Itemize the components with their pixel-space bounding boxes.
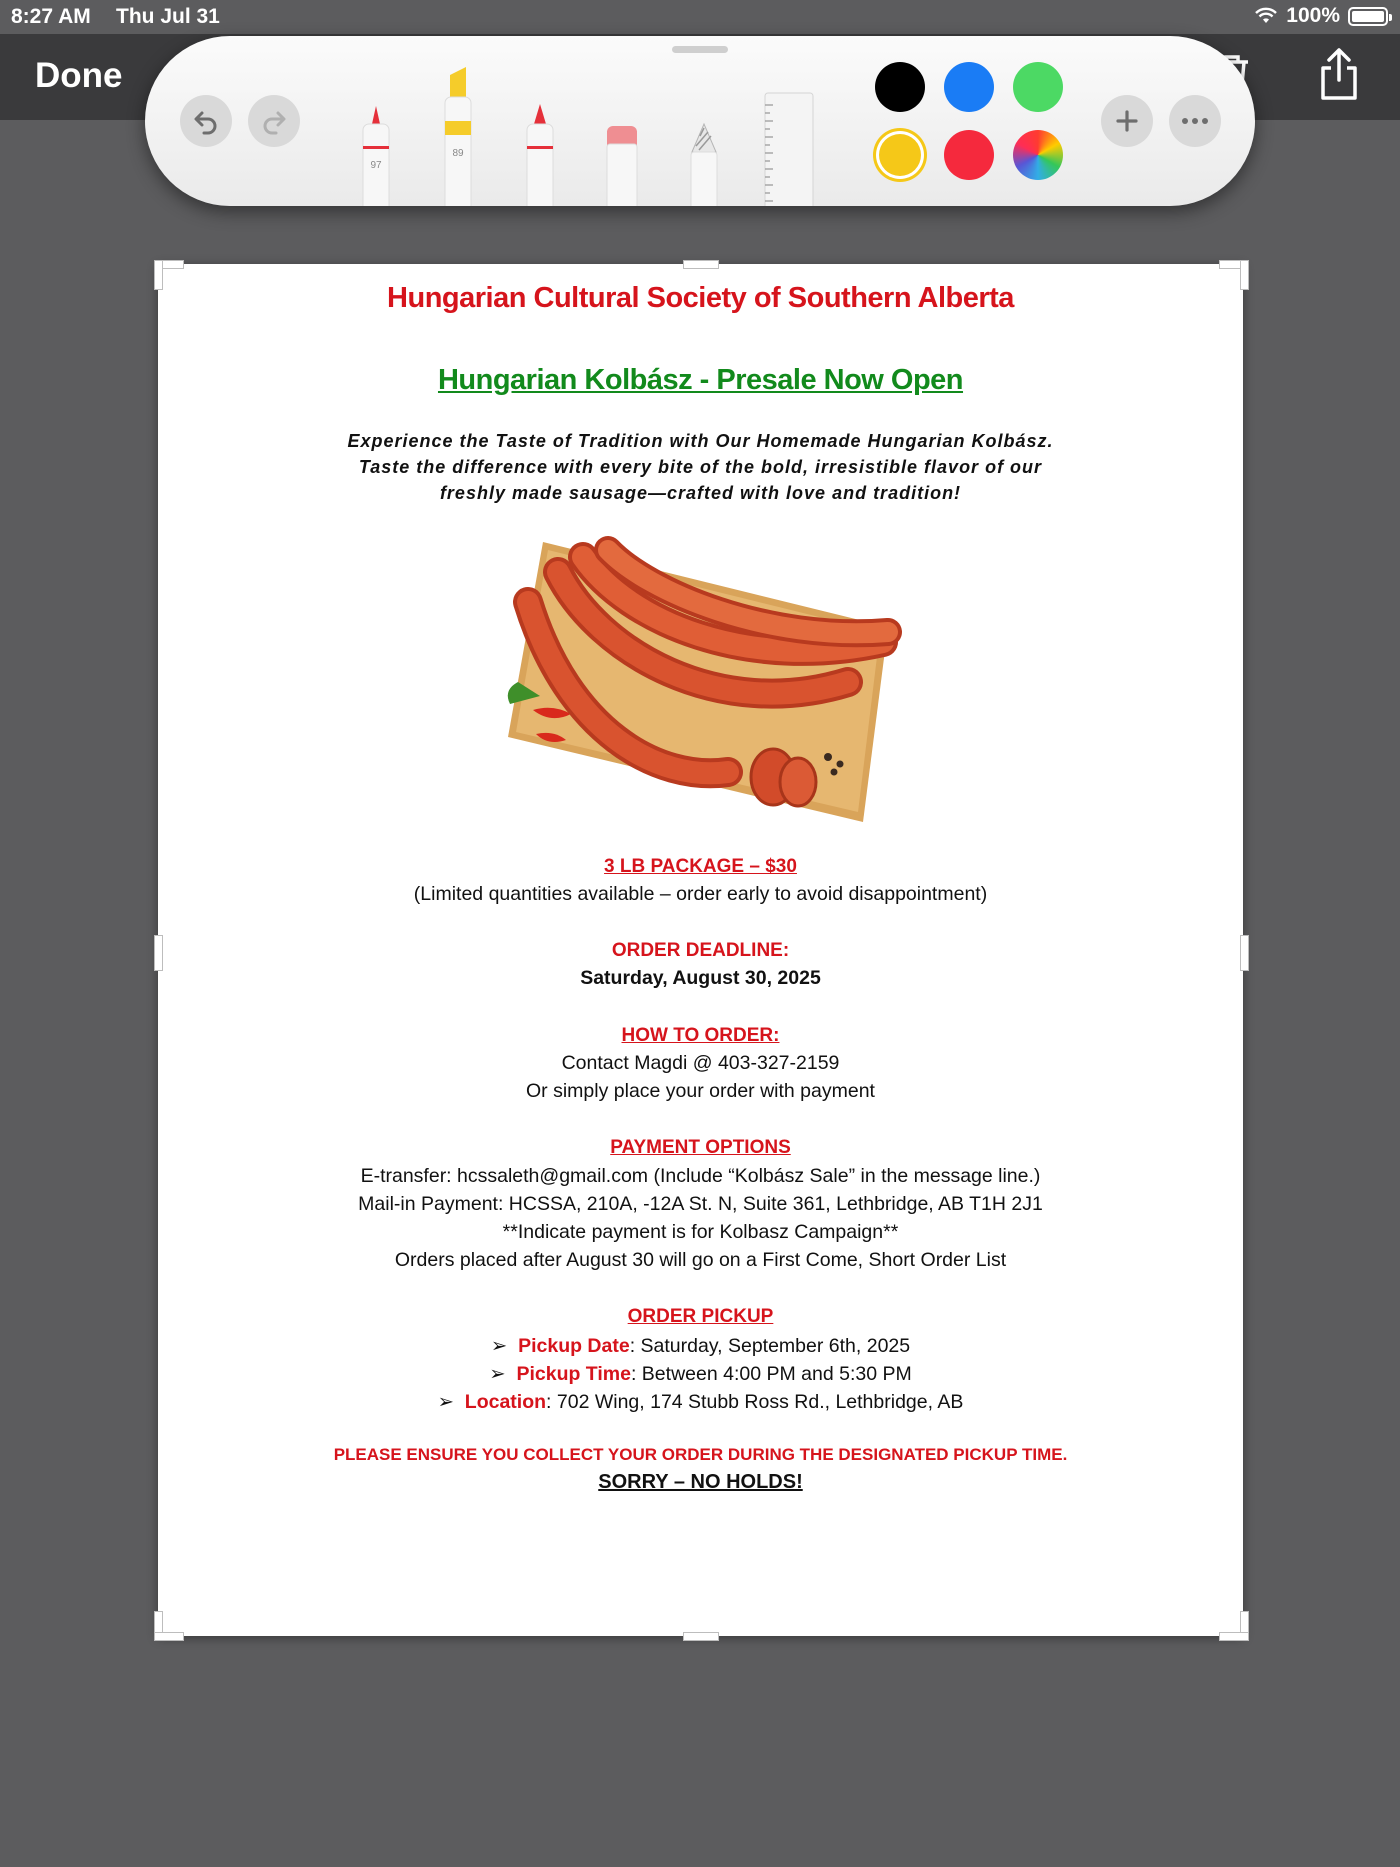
pickup-date-value: : Saturday, September 6th, 2025	[629, 1335, 911, 1357]
pickup-item	[158, 1390, 1243, 1414]
arrow-bullet-icon: ➢	[489, 1363, 517, 1385]
highlighter-icon	[440, 61, 476, 206]
markup-toolbar	[145, 36, 1255, 206]
payment-line-4: Orders placed after August 30 will go on a First Come, Short Order List	[394, 1249, 1007, 1271]
how-line-1: Contact Magdi @ 403-327-2159	[561, 1052, 840, 1074]
deadline-date: Saturday, August 30, 2025	[580, 967, 821, 989]
toolbar-grabber[interactable]	[672, 46, 728, 53]
color-blue[interactable]	[944, 62, 994, 112]
arrow-bullet-icon: ➢	[437, 1391, 465, 1413]
status-bar	[0, 0, 1400, 34]
lasso-icon	[686, 86, 722, 206]
plus-icon	[1115, 109, 1139, 133]
arrow-bullet-icon: ➢	[490, 1335, 519, 1357]
undo-button[interactable]	[180, 95, 232, 147]
eraser-tool[interactable]	[604, 86, 640, 206]
payment-line-2: Mail-in Payment: HCSSA, 210A, -12A St. N, Suite 361, Lethbridge, AB T1H 2J1	[358, 1193, 1043, 1215]
share-icon[interactable]	[1315, 44, 1363, 104]
how-heading: HOW TO ORDER:	[621, 1025, 780, 1046]
color-yellow[interactable]	[879, 134, 921, 176]
battery-icon	[1348, 7, 1388, 26]
add-button[interactable]	[1101, 95, 1153, 147]
crop-handle-br[interactable]	[1219, 1632, 1249, 1641]
pickup-location-value: : 702 Wing, 174 Stubb Ross Rd., Lethbridge, AB	[546, 1391, 964, 1413]
redo-icon	[260, 107, 288, 135]
no-holds: SORRY – NO HOLDS!	[598, 1471, 803, 1493]
payment-heading: PAYMENT OPTIONS	[610, 1137, 791, 1158]
document-page	[158, 264, 1243, 1636]
battery-percent: 100%	[1286, 4, 1340, 27]
status-date: Thu Jul 31	[116, 5, 220, 28]
ruler-icon	[763, 91, 815, 206]
pickup-item	[158, 1362, 1243, 1386]
done-button[interactable]: Done	[35, 56, 123, 95]
wifi-icon	[1254, 7, 1278, 25]
pencil-tool[interactable]	[522, 86, 558, 206]
crop-handle-top[interactable]	[683, 260, 719, 269]
color-wheel-icon[interactable]	[1013, 130, 1063, 180]
crop-handle-bl[interactable]	[154, 1632, 184, 1641]
redo-button[interactable]	[248, 95, 300, 147]
deadline-heading: ORDER DEADLINE:	[611, 940, 790, 961]
color-black[interactable]	[875, 62, 925, 112]
pencil-icon	[522, 86, 558, 206]
highlighter-tool[interactable]	[440, 61, 476, 206]
sausage-photo	[488, 532, 908, 832]
payment-line-1: E-transfer: hcssaleth@gmail.com (Include “Kolbász Sale” in the message line.)	[360, 1165, 1041, 1187]
pickup-item	[158, 1334, 1243, 1358]
pickup-date-label: Pickup Date	[518, 1335, 630, 1357]
more-button[interactable]	[1169, 95, 1221, 147]
headline: Hungarian Kolbász - Presale Now Open	[437, 364, 964, 396]
package-price: 3 LB PACKAGE – $30	[604, 856, 797, 877]
pickup-time-label: Pickup Time	[516, 1363, 631, 1385]
color-green[interactable]	[1013, 62, 1063, 112]
pen-tool[interactable]	[358, 86, 394, 206]
org-title: Hungarian Cultural Society of Southern Alberta	[387, 282, 1014, 314]
pickup-location-label: Location	[464, 1391, 547, 1413]
battery-level	[1352, 11, 1384, 22]
color-red[interactable]	[944, 130, 994, 180]
payment-line-3: **Indicate payment is for Kolbasz Campaign**	[502, 1221, 899, 1243]
limited-note: (Limited quantities available – order early to avoid disappointment)	[413, 883, 988, 905]
undo-icon	[192, 107, 220, 135]
status-time: 8:27 AM	[11, 5, 91, 28]
more-icon	[1181, 117, 1209, 125]
pickup-warning: PLEASE ENSURE YOU COLLECT YOUR ORDER DURING THE DESIGNATED PICKUP TIME.	[333, 1445, 1068, 1464]
pickup-time-value: : Between 4:00 PM and 5:30 PM	[630, 1363, 912, 1385]
highlighter-width-label: 89	[452, 148, 464, 159]
pen-width-label: 97	[370, 160, 382, 171]
ruler-tool[interactable]	[763, 91, 815, 206]
tagline-line-2: Taste the difference with every bite of the bold, irresistible flavor of our	[358, 457, 1043, 477]
how-line-2: Or simply place your order with payment	[526, 1080, 875, 1102]
pickup-heading: ORDER PICKUP	[627, 1306, 774, 1327]
pen-icon	[358, 86, 394, 206]
tagline-line-1: Experience the Taste of Tradition with Our Homemade Hungarian Kolbász.	[347, 431, 1054, 451]
eraser-icon	[604, 86, 640, 206]
crop-handle-bottom[interactable]	[683, 1632, 719, 1641]
status-right	[1254, 4, 1388, 28]
lasso-tool[interactable]	[686, 86, 722, 206]
tagline-line-3: freshly made sausage—crafted with love and tradition!	[439, 483, 962, 503]
